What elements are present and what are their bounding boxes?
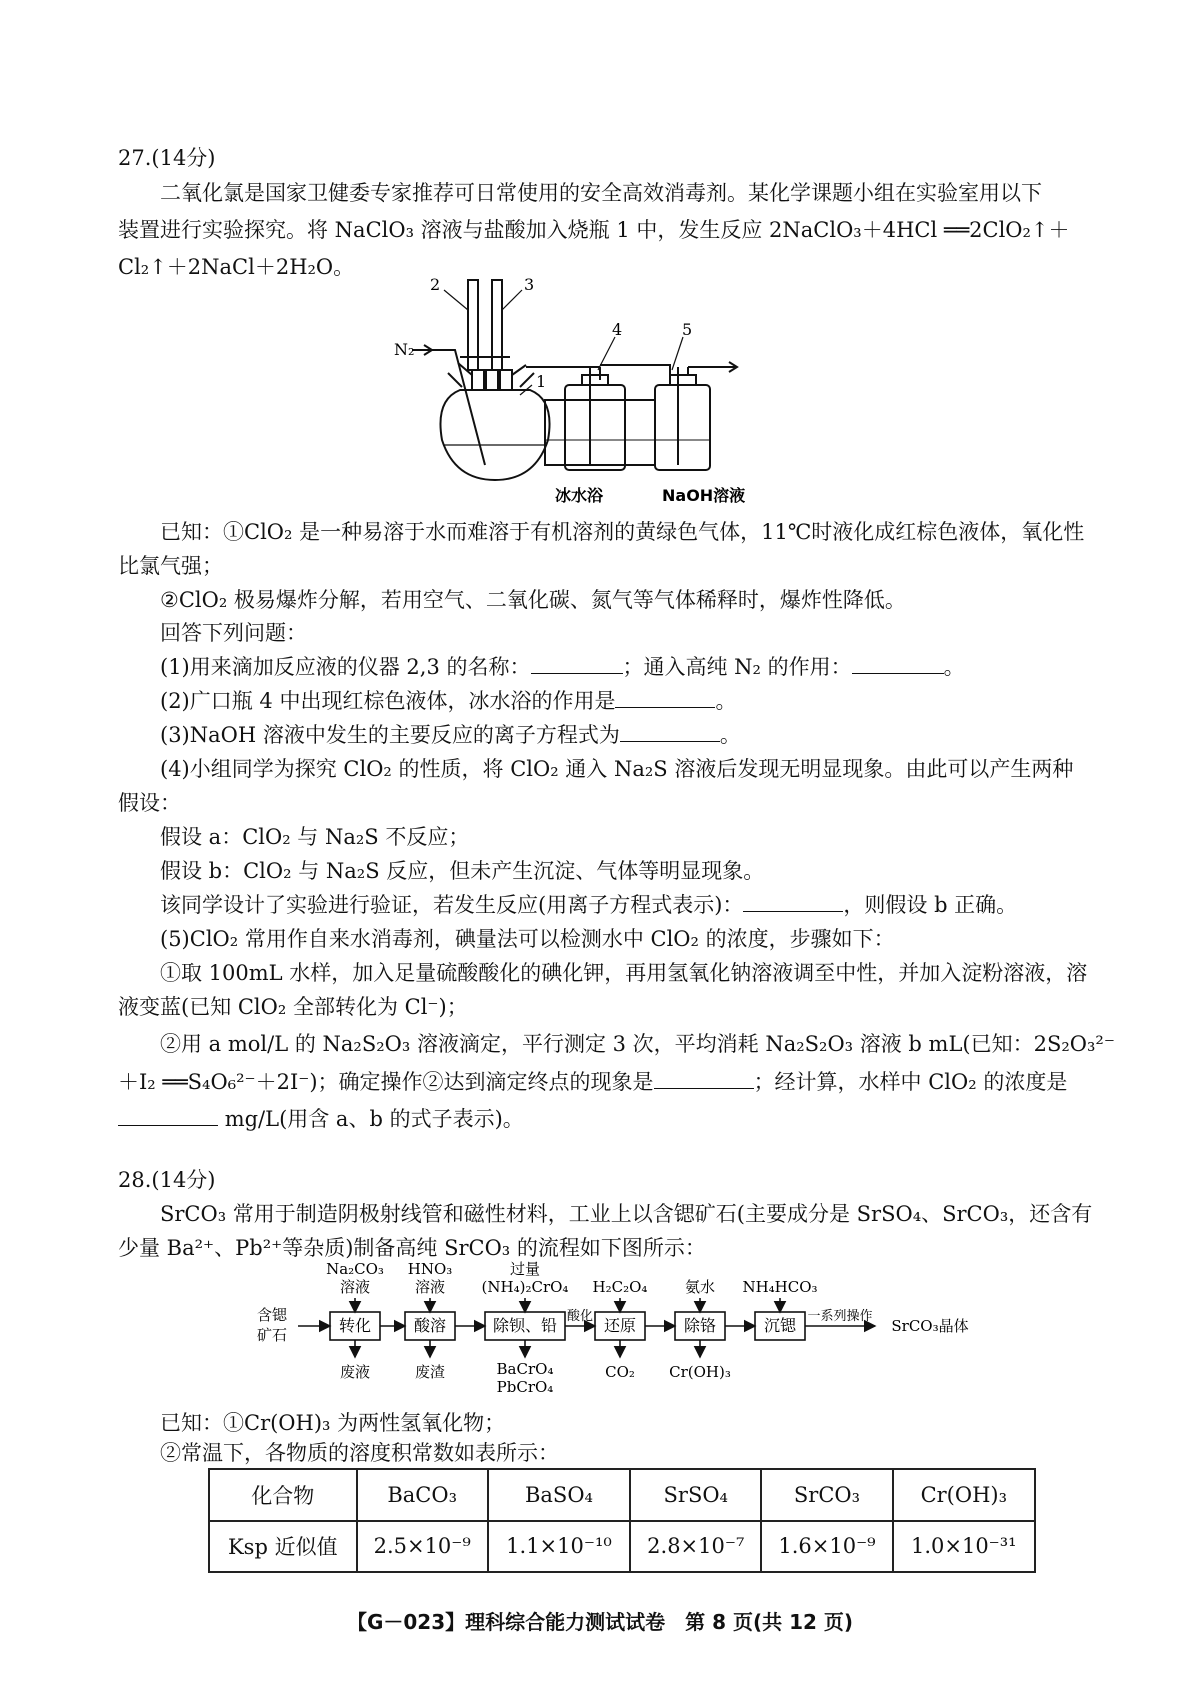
label-n2: N₂ (394, 340, 415, 359)
q27-known-1a: 已知：①ClO₂ 是一种易溶于水而难溶于有机溶剂的黄绿色气体，11℃时液化成红棕色液体，氧化性 (160, 520, 1085, 544)
label-1: 1 (536, 372, 547, 391)
q27-step2a: ②用 a mol/L 的 Na₂S₂O₃ 溶液滴定，平行测定 3 次，平均消耗 Na₂S₂O₃ 溶液 b mL(已知：2S₂O₃²⁻ (160, 1032, 1115, 1056)
label-5: 5 (682, 320, 693, 339)
q27-intro-2: 装置进行实验探究。将 NaClO₃ 溶液与盐酸加入烧瓶 1 中，发生反应 2NaClO₃＋4HCl ══2ClO₂↑＋ (118, 218, 1070, 242)
q27-header: 27.(14分) (118, 146, 216, 170)
q27-sub1: (1)用来滴加反应液的仪器 2,3 的名称： ；通入高纯 N₂ 的作用： 。 (160, 655, 965, 679)
label-naoh: NaOH溶液 (662, 486, 746, 505)
flow-output: PbCrO₄ (496, 1378, 554, 1396)
answer-blank[interactable] (852, 655, 944, 674)
flow-product: SrCO₃晶体 (891, 1317, 969, 1335)
q27-step1a: ①取 100mL 水样，加入足量硫酸酸化的碘化钾，再用氢氧化钠溶液调至中性，并加入淀粉溶液，溶 (160, 961, 1088, 985)
answer-blank[interactable] (743, 893, 843, 912)
label-2: 2 (430, 275, 441, 294)
q27-answer-prompt: 回答下列问题： (160, 621, 307, 645)
flow-reagent: Na₂CO₃ (326, 1260, 384, 1278)
table-row (209, 1521, 1035, 1573)
apparatus-diagram (394, 275, 840, 510)
flow-series-ops: 一系列操作 (807, 1309, 873, 1324)
q28-intro-1: SrCO₃ 常用于制造阴极射线管和磁性材料，工业上以含锶矿石(主要成分是 SrSO₄、SrCO₃，还含有 (160, 1202, 1093, 1226)
process-flowchart (250, 1262, 1020, 1402)
flow-start-1: 含锶 (256, 1306, 288, 1324)
q27-hyp-a: 假设 a：ClO₂ 与 Na₂S 不反应； (160, 825, 470, 849)
table-cell: 2.8×10⁻⁷ (630, 1521, 761, 1573)
flow-box-label: 除钡、铅 (492, 1316, 558, 1335)
flow-reagent: 溶液 (414, 1278, 446, 1296)
q27-sub5: (5)ClO₂ 常用作自来水消毒剂，碘量法可以检测水中 ClO₂ 的浓度，步骤如下： (160, 927, 895, 951)
flask-body (440, 390, 549, 480)
flow-reagent: HNO₃ (407, 1260, 453, 1278)
q27-sub3: (3)NaOH 溶液中发生的主要反应的离子方程式为 。 (160, 723, 741, 747)
q27-sub2: (2)广口瓶 4 中出现红棕色液体，冰水浴的作用是 。 (160, 689, 737, 713)
answer-blank[interactable] (615, 689, 715, 708)
table-row (209, 1469, 1035, 1521)
flow-reagent: H₂C₂O₄ (592, 1278, 648, 1296)
flow-reagent: 溶液 (339, 1278, 371, 1296)
q27-intro-3: Cl₂↑＋2NaCl＋2H₂O。 (118, 255, 355, 279)
flow-reagent: 氨水 (684, 1278, 716, 1296)
flow-output: CO₂ (605, 1363, 635, 1381)
flow-reagent: NH₄HCO₃ (742, 1278, 818, 1296)
q28-known-2: ②常温下，各物质的溶度积常数如表所示： (160, 1441, 559, 1465)
label-3: 3 (524, 275, 535, 294)
q27-verify: 该同学设计了实验进行验证，若发生反应(用离子方程式表示)： ，则假设 b 正确。 (160, 893, 1018, 917)
table-cell: BaCO₃ (357, 1469, 488, 1521)
table-cell: Cr(OH)₃ (893, 1469, 1035, 1521)
q28-intro-2: 少量 Ba²⁺、Pb²⁺等杂质)制备高纯 SrCO₃ 的流程如下图所示： (118, 1236, 706, 1260)
flow-output: BaCrO₄ (496, 1360, 554, 1378)
table-cell: 1.6×10⁻⁹ (761, 1521, 892, 1573)
flow-output: 废渣 (414, 1363, 446, 1381)
flow-output: 废液 (339, 1363, 371, 1381)
q27-intro-1: 二氧化氯是国家卫健委专家推荐可日常使用的安全高效消毒剂。某化学课题小组在实验室用以下 (160, 181, 1042, 205)
flow-box-label: 沉锶 (763, 1316, 797, 1335)
table-cell: Ksp 近似值 (209, 1521, 357, 1573)
table-cell: 2.5×10⁻⁹ (357, 1521, 488, 1573)
q27-step2b: ＋I₂ ══S₄O₆²⁻＋2I⁻)；确定操作②达到滴定终点的现象是 ；经计算，水样中 ClO₂ 的浓度是 (118, 1070, 1068, 1094)
flow-acidify: 酸化 (566, 1309, 594, 1324)
q27-sub4a: (4)小组同学为探究 ClO₂ 的性质，将 ClO₂ 通入 Na₂S 溶液后发现无明显现象。由此可以产生两种 (160, 757, 1074, 781)
answer-blank[interactable] (620, 723, 720, 742)
flow-reagent: 过量 (509, 1260, 541, 1278)
answer-blank[interactable] (654, 1070, 754, 1089)
q27-known-2: ②ClO₂ 极易爆炸分解，若用空气、二氧化碳、氮气等气体稀释时，爆炸性降低。 (160, 588, 906, 612)
q27-step2c: mg/L(用含 a、b 的式子表示)。 (118, 1104, 524, 1134)
label-ice-bath: 冰水浴 (555, 486, 604, 505)
label-4: 4 (612, 320, 623, 339)
flow-box-label: 酸溶 (413, 1316, 447, 1335)
flow-box-label: 除铬 (683, 1316, 717, 1335)
q27-hyp-b: 假设 b：ClO₂ 与 Na₂S 反应，但未产生沉淀、气体等明显现象。 (160, 859, 765, 883)
table-cell: SrCO₃ (761, 1469, 892, 1521)
answer-blank[interactable] (118, 1107, 218, 1126)
q27-step1b: 液变蓝(已知 ClO₂ 全部转化为 Cl⁻)； (118, 995, 468, 1019)
flow-start-2: 矿石 (256, 1326, 288, 1344)
answer-blank[interactable] (531, 655, 623, 674)
flow-box-label: 转化 (338, 1316, 372, 1335)
table-cell: 1.0×10⁻³¹ (893, 1521, 1035, 1573)
q28-header: 28.(14分) (118, 1168, 216, 1192)
flow-output: Cr(OH)₃ (669, 1363, 731, 1381)
q27-sub4b: 假设： (118, 791, 181, 815)
flow-box-label: 还原 (603, 1316, 637, 1335)
flow-reagent: (NH₄)₂CrO₄ (481, 1278, 569, 1296)
q28-known-1: 已知：①Cr(OH)₃ 为两性氢氧化物； (160, 1411, 506, 1435)
page-footer: 【G－023】理科综合能力测试试卷 第 8 页(共 12 页) (346, 1610, 854, 1634)
table-cell: 1.1×10⁻¹⁰ (488, 1521, 630, 1573)
ksp-table (208, 1468, 1036, 1573)
q27-known-1b: 比氯气强； (118, 554, 223, 578)
table-cell: 化合物 (209, 1469, 357, 1521)
table-cell: BaSO₄ (488, 1469, 630, 1521)
table-cell: SrSO₄ (630, 1469, 761, 1521)
